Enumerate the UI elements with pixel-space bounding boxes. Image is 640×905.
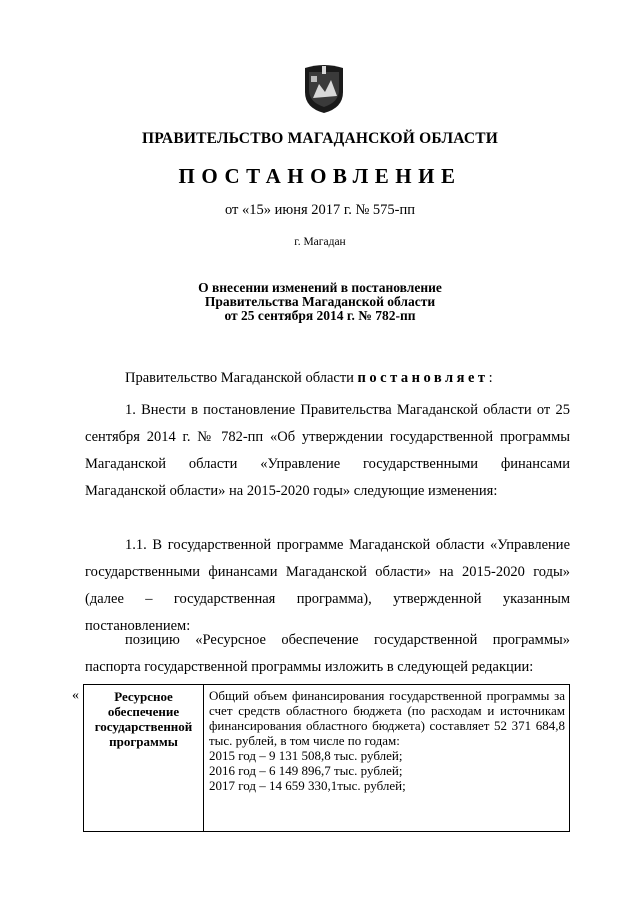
opening-quote: « xyxy=(72,688,79,703)
funding-years-list xyxy=(209,748,565,793)
label-line: Ресурсное xyxy=(114,689,173,704)
resolves-word: постановляет xyxy=(357,370,489,386)
document-type: ПОСТАНОВЛЕНИЕ xyxy=(178,164,462,188)
government-title: ПРАВИТЕЛЬСТВО МАГАДАНСКОЙ ОБЛАСТИ xyxy=(141,130,499,147)
document-subject xyxy=(0,281,640,323)
label-line: обеспечение xyxy=(107,704,180,719)
resource-label-cell xyxy=(84,685,204,831)
subject-line: от 25 сентября 2014 г. № 782-пп xyxy=(224,308,416,323)
preamble-paragraph xyxy=(85,370,570,387)
subject-line: О внесении изменений в постановление xyxy=(198,280,442,295)
subject-line: Правительства Магаданской области xyxy=(204,294,436,309)
coat-of-arms-emblem xyxy=(303,62,345,114)
preamble-text: Правительство Магаданской области xyxy=(125,370,358,386)
paragraph-1: 1. Внести в постановление Правительства Магаданской области от 25 сентября 2014 г. № 782-пп «Об утверждении государственной программы Магаданской области «Управление государственными финансами Магаданской области» на 2015-2020 годы» следующие изменения: xyxy=(85,402,570,499)
label-line: государственной xyxy=(94,719,193,734)
resource-value-cell xyxy=(204,685,569,831)
document-place: г. Магадан xyxy=(294,236,346,248)
funding-year-item: 2015 год – 9 131 508,8 тыс. рублей; xyxy=(209,748,403,763)
paragraph-position: позицию «Ресурсное обеспечение государственной программы» паспорта государственной программы изложить в следующей редакции: xyxy=(85,632,570,675)
funding-year-item: 2017 год – 14 659 330,1тыс. рублей; xyxy=(209,778,406,793)
resource-table xyxy=(83,684,570,832)
paragraph-1-1: 1.1. В государственной программе Магаданской области «Управление государственными финансами Магаданской области» на 2015-2020 годы» (далее – государственная программа), утвержденной указанным постановлением: xyxy=(85,537,570,634)
funding-year-item: 2016 год – 6 149 896,7 тыс. рублей; xyxy=(209,763,403,778)
document-date-number: от «15» июня 2017 г. № 575-пп xyxy=(224,202,416,218)
funding-description: Общий объем финансирования государственной программы за счет средств областного бюджета (по расходам и источникам финансирования областного бюджета) составляет 52 371 684,8 тыс. рублей, в том числе по годам: xyxy=(209,688,565,748)
preamble-colon: : xyxy=(488,370,493,386)
label-line: программы xyxy=(109,734,178,749)
